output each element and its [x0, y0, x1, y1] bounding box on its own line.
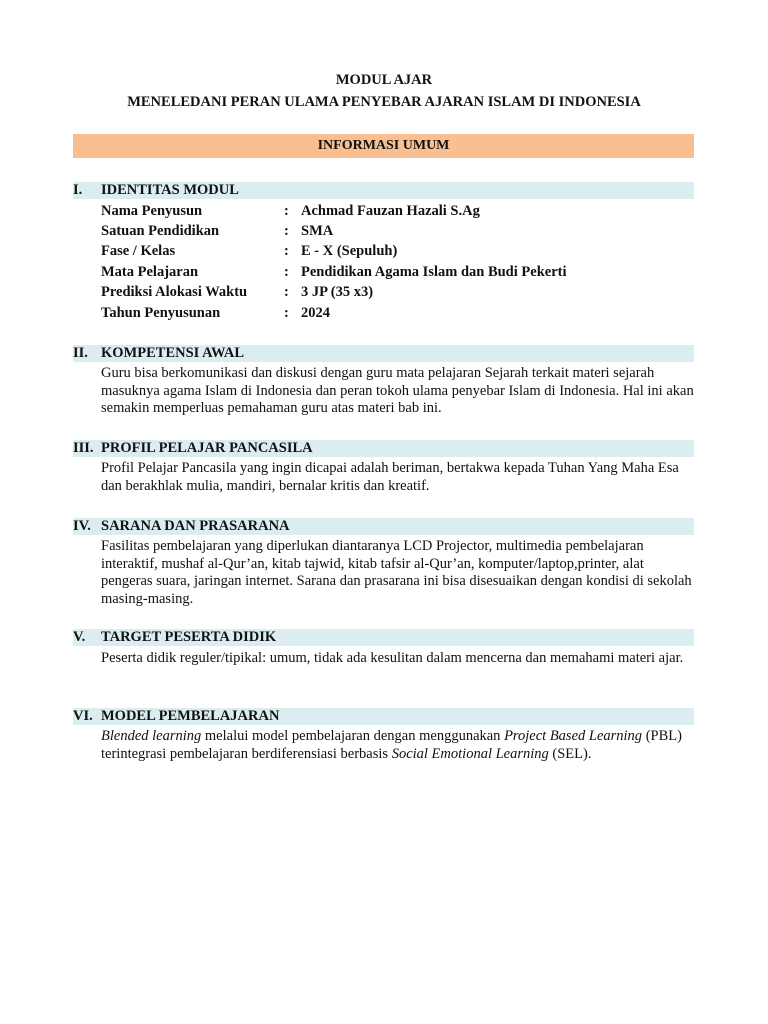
- section-title: MODEL PEMBELAJARAN: [101, 708, 280, 724]
- identity-label: Mata Pelajaran: [101, 264, 199, 280]
- identity-label: Fase / Kelas: [101, 243, 176, 259]
- identity-label: Satuan Pendidikan: [101, 223, 220, 239]
- section-header-kompetensi-awal: [73, 345, 694, 362]
- section-banner-informasi-umum: INFORMASI UMUM: [73, 134, 694, 158]
- profil-pancasila-text: Profil Pelajar Pancasila yang ingin dicapai adalah beriman, bertakwa kepada Tuhan Yang Maha Esa dan berakhlak mulia, mandiri, bernalar kritis dan kreatif.: [101, 460, 679, 494]
- document-subtitle: MENELEDANI PERAN ULAMA PENYEBAR AJARAN ISLAM DI INDONESIA: [127, 94, 641, 110]
- section-number: V.: [73, 629, 86, 645]
- document-title: MODUL AJAR: [335, 72, 433, 88]
- model-text-part: melalui model pembelajaran dengan menggunakan: [201, 728, 505, 744]
- model-text-part: (SEL).: [548, 745, 592, 762]
- model-term-pbl: Project Based Learning: [504, 728, 643, 744]
- identity-value: E - X (Sepuluh): [301, 243, 398, 259]
- section-header-profil-pancasila: [73, 440, 694, 457]
- section-title: TARGET PESERTA DIDIK: [101, 629, 277, 645]
- identity-label: Tahun Penyusunan: [101, 305, 221, 321]
- identity-label: Nama Penyusun: [101, 203, 203, 219]
- section-number: IV.: [73, 518, 91, 534]
- section-title: KOMPETENSI AWAL: [101, 345, 245, 361]
- model-term-blended: Blended learning: [101, 728, 202, 744]
- sarana-prasarana-text: Fasilitas pembelajaran yang diperlukan diantaranya LCD Projector, multimedia pembelajaran interaktif, mushaf al-Qur’an, kitab tajwid, kitab tafsir al-Qur’an, komputer/laptop,printer, alat pengeras suara, jaringan internet. Sarana dan prasarana ini bisa disesuaikan dengan kondisi di sekolah masing-masing.: [101, 538, 692, 607]
- identity-colon: :: [284, 243, 289, 259]
- section-header-model-pembelajaran: [73, 708, 694, 725]
- section-number: II.: [73, 345, 88, 361]
- kompetensi-awal-text: Guru bisa berkomunikasi dan diskusi dengan guru mata pelajaran Sejarah terkait materi sejarah masuknya agama Islam di Indonesia dan peran tokoh ulama penyebar Islam di Indonesia. Hal ini akan semakin memperluas pemahaman guru atas materi bab ini.: [101, 365, 694, 416]
- section-header-target-peserta-didik: [73, 629, 694, 646]
- section-title: PROFIL PELAJAR PANCASILA: [101, 440, 313, 456]
- identity-colon: :: [284, 223, 289, 239]
- identity-value: Pendidikan Agama Islam dan Budi Pekerti: [301, 264, 567, 280]
- identity-value: Achmad Fauzan Hazali S.Ag: [301, 203, 480, 219]
- identity-value: SMA: [301, 223, 334, 239]
- identity-colon: :: [284, 264, 289, 280]
- identity-colon: :: [284, 203, 289, 219]
- section-header-identitas-modul: [73, 182, 694, 199]
- model-text-part: (PBL) terintegrasi pembelajaran berdiferensiasi berbasis: [101, 728, 682, 762]
- section-number: I.: [73, 182, 83, 198]
- section-number: III.: [73, 440, 94, 456]
- identity-value: 2024: [301, 305, 330, 321]
- target-peserta-didik-text: Peserta didik reguler/tipikal: umum, tidak ada kesulitan dalam mencerna dan memahami materi ajar.: [101, 650, 684, 666]
- section-title: IDENTITAS MODUL: [101, 182, 239, 198]
- section-header-sarana-prasarana: [73, 518, 694, 535]
- identity-colon: :: [284, 284, 289, 300]
- section-number: VI.: [73, 708, 93, 724]
- identity-label: Prediksi Alokasi Waktu: [101, 284, 248, 300]
- identity-value: 3 JP (35 x3): [301, 284, 374, 300]
- model-pembelajaran-text: [101, 728, 695, 763]
- identity-colon: :: [284, 305, 289, 321]
- model-term-sel: Social Emotional Learning: [391, 745, 549, 762]
- section-title: SARANA DAN PRASARANA: [101, 518, 290, 534]
